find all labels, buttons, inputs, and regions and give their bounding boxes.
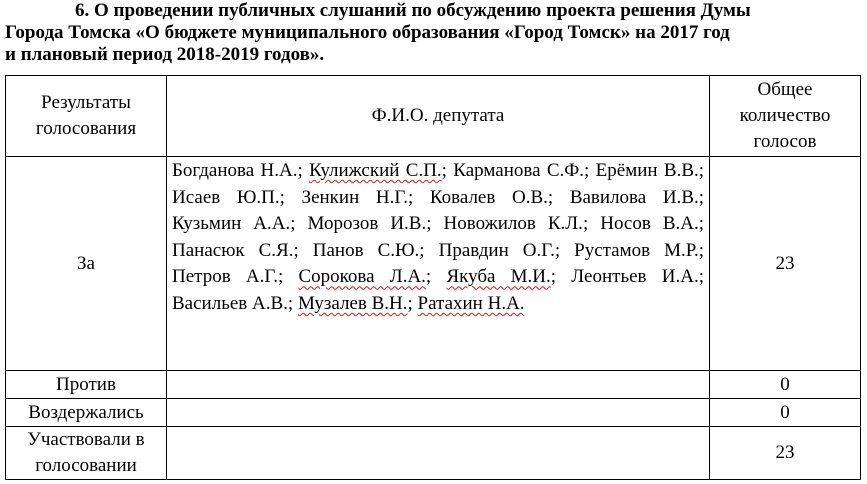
deputy-name: Панасюк С.Я.	[172, 239, 294, 261]
deputy-list	[167, 399, 710, 427]
result-label: За	[6, 157, 167, 371]
deputy-name: Исаев Ю.П.	[172, 186, 280, 208]
deputy-name: Новожилов К.Л.	[443, 213, 583, 235]
total-votes: 23	[710, 157, 861, 371]
header-results: Результаты голосования	[6, 76, 167, 157]
deputy-name: Ратахин Н.А.	[417, 292, 525, 314]
table-row	[6, 371, 861, 399]
result-label: Воздержались	[6, 399, 167, 427]
deputy-name: Леонтьев И.А.	[571, 266, 699, 288]
table-row	[6, 427, 861, 480]
deputy-name: Богданова Н.А.	[172, 160, 298, 181]
deputy-name: Петров А.Г.	[172, 266, 278, 288]
deputy-name: Носов В.А.	[600, 213, 699, 235]
section-heading	[5, 0, 863, 66]
total-votes: 0	[710, 371, 861, 399]
deputy-list	[167, 427, 710, 480]
deputy-name: Ковалев О.В.	[429, 186, 548, 208]
result-label: Участвовали в голосовании	[6, 427, 167, 480]
deputy-name: Якуба М.И.	[446, 266, 551, 288]
heading-line-3: и плановый период 2018-2019 годов».	[5, 44, 325, 65]
header-total-votes: Общее количество голосов	[710, 76, 861, 157]
deputy-name: Ерёмин В.В.	[595, 160, 699, 181]
deputy-name: Карманова С.Ф.	[453, 160, 585, 181]
total-votes: 0	[710, 399, 861, 427]
deputy-name: Музалев В.Н.	[297, 292, 408, 314]
table-row	[6, 399, 861, 427]
deputy-name: Панов С.Ю.	[312, 239, 420, 261]
heading-line-1: 6. О проведении публичных слушаний по обсуждению проекта решения Думы	[75, 0, 751, 21]
table-row	[6, 157, 861, 371]
deputy-name: Морозов И.В.	[307, 213, 427, 235]
total-votes: 23	[710, 427, 861, 480]
voting-results-table	[5, 75, 861, 480]
deputy-name: Вавилова И.В.	[569, 186, 699, 208]
heading-line-2: Города Томска «О бюджете муниципального образования «Город Томск» на 2017 год	[5, 22, 730, 43]
deputy-name: Зенкин Н.Г.	[301, 186, 408, 208]
deputy-name: Сорокова Л.А.	[298, 266, 426, 288]
deputy-name: Кузьмин А.А.	[172, 213, 291, 235]
deputy-name: Кулижский С.П.	[309, 160, 442, 181]
deputy-name: Васильев А.В.	[172, 292, 288, 314]
table-header-row	[6, 76, 861, 157]
deputy-name: Правдин О.Г.	[438, 239, 555, 261]
deputy-list	[167, 371, 710, 399]
result-label: Против	[6, 371, 167, 399]
deputy-name: Рустамов М.Р.	[574, 239, 699, 261]
deputy-list: Богданова Н.А.; Кулижский С.П.; Карманова С.Ф.; Ерёмин В.В.; Исаев Ю.П.; Зенкин Н.Г.; Ковалев О.В.; Вавилова И.В.; Кузьмин А.А.; Морозов И.В.; Новожилов К.Л.; Носов В.А.; Панасюк С.Я.; Панов С.Ю.; Правдин О.Г.; Рустамов М.Р.; Петров А.Г.; Сорокова Л.А.; Якуба М.И.; Леонтьев И.А.; Васильев А.В.; Музалев В.Н.; Ратахин Н.А.	[167, 157, 710, 371]
header-deputy-name: Ф.И.О. депутата	[167, 76, 710, 157]
